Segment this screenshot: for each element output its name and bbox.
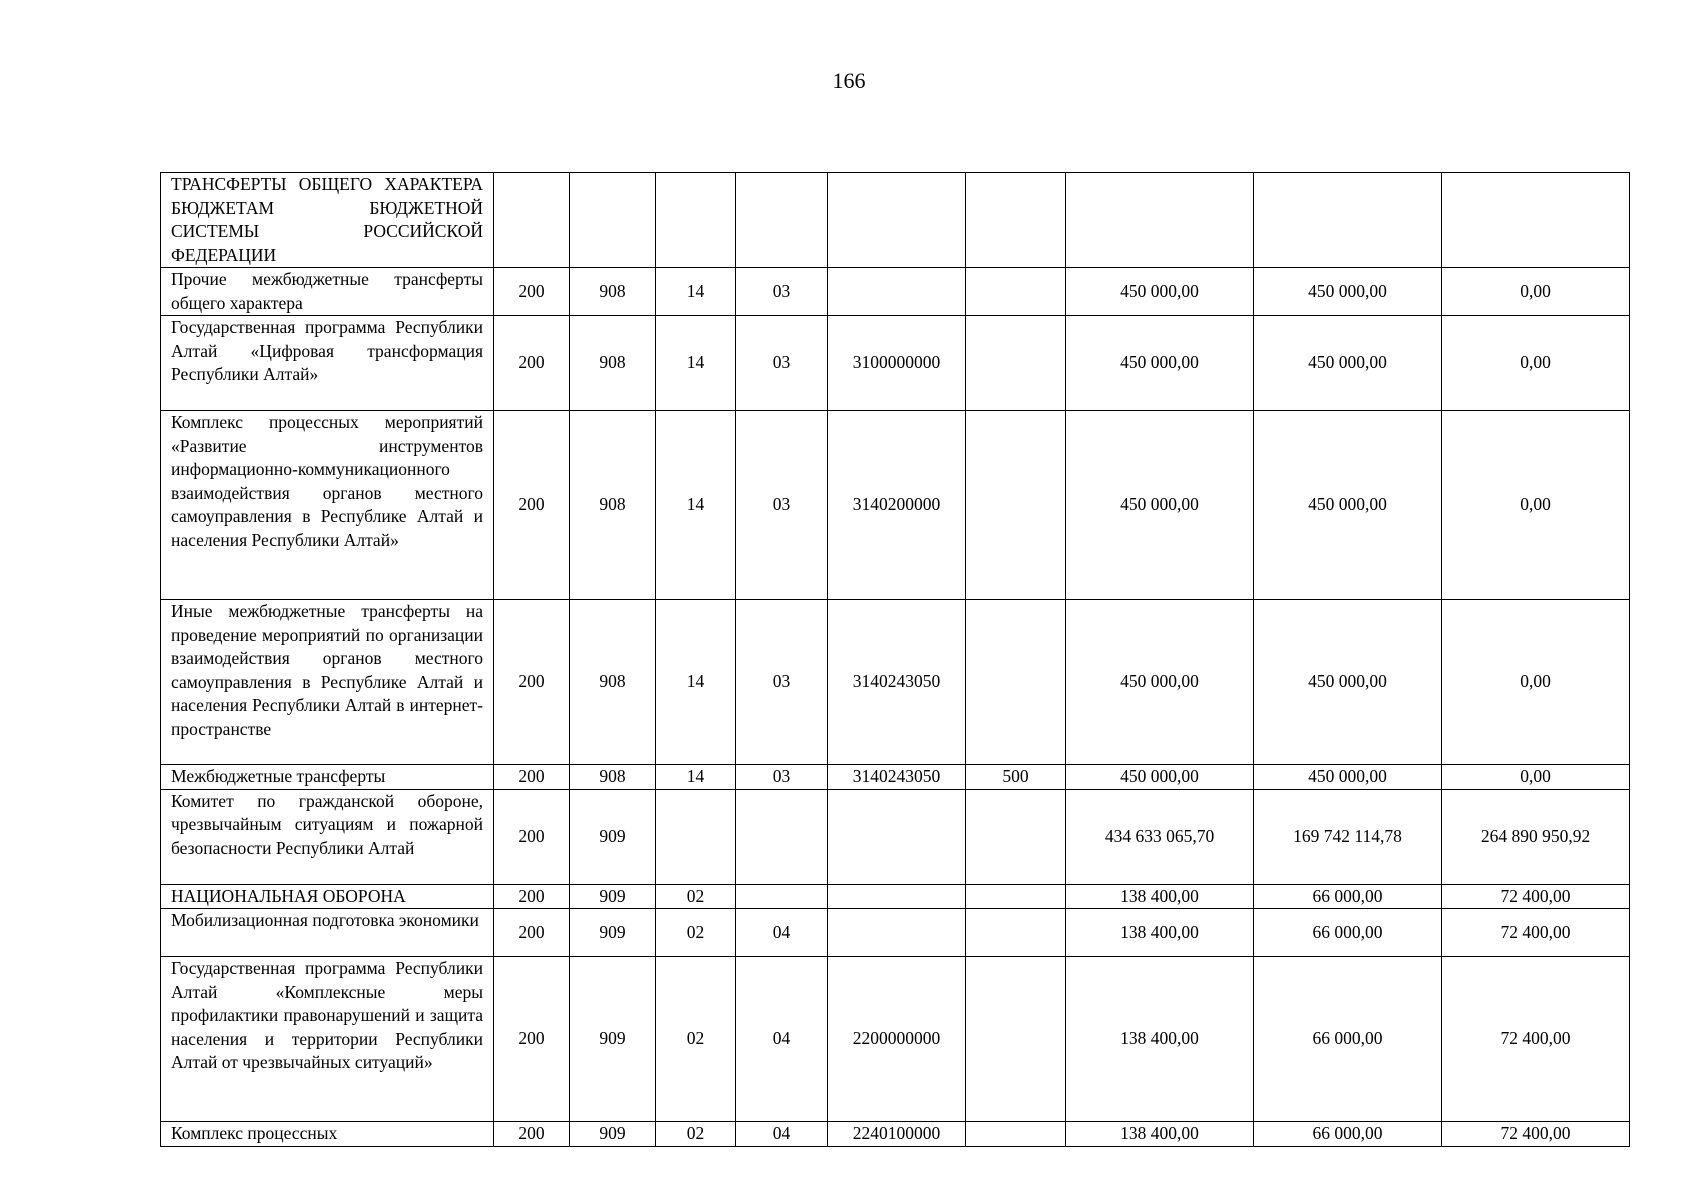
cell-c2: 909 [570, 909, 656, 957]
row-name-cell: Комитет по гражданской обороне, чрезвычайным ситуациям и пожарной безопасности Республики Алтай [161, 789, 494, 884]
cell-v1: 450 000,00 [1066, 600, 1254, 765]
cell-c2: 908 [570, 600, 656, 765]
cell-c5: 3140243050 [828, 600, 966, 765]
cell-c2 [570, 173, 656, 268]
cell-c5 [828, 789, 966, 884]
cell-c6 [966, 909, 1066, 957]
cell-c4: 03 [736, 765, 828, 790]
row-name-cell: Иные межбюджетные трансферты на проведение мероприятий по организации взаимодействия органов местного самоуправления в Республике Алтай и населения Республики Алтай в интернет-пространстве [161, 600, 494, 765]
cell-c1 [494, 173, 570, 268]
budget-table-body [161, 173, 1630, 1147]
cell-c2: 909 [570, 1122, 656, 1147]
table-row [161, 957, 1630, 1122]
cell-c6 [966, 411, 1066, 600]
cell-c3 [656, 173, 736, 268]
row-name-cell: НАЦИОНАЛЬНАЯ ОБОРОНА [161, 884, 494, 909]
row-name-cell: Комплекс процессных мероприятий «Развитие инструментов информационно-коммуникационного взаимодействия органов местного самоуправления в Республике Алтай и населения Республики Алтай» [161, 411, 494, 600]
cell-c2: 909 [570, 789, 656, 884]
table-row [161, 173, 1630, 268]
row-name-cell: Комплекс процессных [161, 1122, 494, 1147]
cell-v3: 72 400,00 [1442, 884, 1630, 909]
cell-c5: 3140243050 [828, 765, 966, 790]
cell-c3: 02 [656, 1122, 736, 1147]
cell-c6 [966, 884, 1066, 909]
table-row [161, 411, 1630, 600]
cell-c3: 14 [656, 600, 736, 765]
cell-v2: 450 000,00 [1254, 411, 1442, 600]
cell-v1: 450 000,00 [1066, 411, 1254, 600]
cell-c3: 14 [656, 316, 736, 411]
cell-v2: 450 000,00 [1254, 316, 1442, 411]
cell-c5: 3100000000 [828, 316, 966, 411]
cell-c6 [966, 173, 1066, 268]
cell-c5 [828, 173, 966, 268]
table-row [161, 884, 1630, 909]
cell-c2: 908 [570, 411, 656, 600]
cell-v2: 450 000,00 [1254, 268, 1442, 316]
cell-c2: 909 [570, 884, 656, 909]
table-row [161, 268, 1630, 316]
cell-c1: 200 [494, 789, 570, 884]
cell-v3: 0,00 [1442, 765, 1630, 790]
table-row [161, 316, 1630, 411]
cell-c1: 200 [494, 600, 570, 765]
cell-c4: 04 [736, 1122, 828, 1147]
cell-c6 [966, 268, 1066, 316]
cell-c1: 200 [494, 909, 570, 957]
cell-v3 [1442, 173, 1630, 268]
cell-c6: 500 [966, 765, 1066, 790]
cell-c4: 03 [736, 268, 828, 316]
cell-v3: 72 400,00 [1442, 957, 1630, 1122]
cell-v2: 66 000,00 [1254, 1122, 1442, 1147]
cell-v2: 169 742 114,78 [1254, 789, 1442, 884]
cell-c6 [966, 316, 1066, 411]
table-row [161, 909, 1630, 957]
cell-c6 [966, 1122, 1066, 1147]
cell-v1: 450 000,00 [1066, 765, 1254, 790]
cell-c4: 04 [736, 957, 828, 1122]
cell-v3: 0,00 [1442, 268, 1630, 316]
cell-c1: 200 [494, 957, 570, 1122]
cell-v3: 0,00 [1442, 600, 1630, 765]
cell-c3 [656, 789, 736, 884]
cell-v3: 0,00 [1442, 411, 1630, 600]
row-name-cell: ТРАНСФЕРТЫ ОБЩЕГО ХАРАКТЕРА БЮДЖЕТАМ БЮДЖЕТНОЙ СИСТЕМЫ РОССИЙСКОЙ ФЕДЕРАЦИИ [161, 173, 494, 268]
cell-c1: 200 [494, 316, 570, 411]
cell-c6 [966, 600, 1066, 765]
cell-v1: 138 400,00 [1066, 884, 1254, 909]
cell-v2 [1254, 173, 1442, 268]
cell-c4: 03 [736, 316, 828, 411]
cell-c2: 908 [570, 316, 656, 411]
cell-c5: 2240100000 [828, 1122, 966, 1147]
row-name-cell: Межбюджетные трансферты [161, 765, 494, 790]
cell-c3: 02 [656, 884, 736, 909]
cell-c3: 02 [656, 909, 736, 957]
row-name-cell: Прочие межбюджетные трансферты общего характера [161, 268, 494, 316]
cell-v2: 450 000,00 [1254, 600, 1442, 765]
cell-v1 [1066, 173, 1254, 268]
cell-c1: 200 [494, 411, 570, 600]
cell-v3: 0,00 [1442, 316, 1630, 411]
cell-v3: 72 400,00 [1442, 1122, 1630, 1147]
cell-v1: 450 000,00 [1066, 316, 1254, 411]
cell-c1: 200 [494, 765, 570, 790]
cell-v1: 138 400,00 [1066, 957, 1254, 1122]
cell-c1: 200 [494, 268, 570, 316]
cell-c4 [736, 789, 828, 884]
cell-c5 [828, 268, 966, 316]
cell-v1: 138 400,00 [1066, 909, 1254, 957]
cell-v2: 66 000,00 [1254, 957, 1442, 1122]
budget-table [160, 172, 1630, 1147]
cell-c3: 14 [656, 765, 736, 790]
table-row [161, 789, 1630, 884]
cell-v1: 450 000,00 [1066, 268, 1254, 316]
cell-v2: 66 000,00 [1254, 909, 1442, 957]
page-number: 166 [832, 68, 866, 93]
cell-c2: 908 [570, 765, 656, 790]
cell-v3: 72 400,00 [1442, 909, 1630, 957]
cell-v1: 434 633 065,70 [1066, 789, 1254, 884]
cell-c5: 2200000000 [828, 957, 966, 1122]
cell-c3: 14 [656, 268, 736, 316]
cell-c3: 02 [656, 957, 736, 1122]
table-row [161, 765, 1630, 790]
cell-c3: 14 [656, 411, 736, 600]
cell-c2: 909 [570, 957, 656, 1122]
cell-v1: 138 400,00 [1066, 1122, 1254, 1147]
cell-c5 [828, 884, 966, 909]
cell-v2: 66 000,00 [1254, 884, 1442, 909]
cell-v3: 264 890 950,92 [1442, 789, 1630, 884]
row-name-cell: Мобилизационная подготовка экономики [161, 909, 494, 957]
cell-c4: 03 [736, 600, 828, 765]
row-name-cell: Государственная программа Республики Алтай «Цифровая трансформация Республики Алтай» [161, 316, 494, 411]
cell-c6 [966, 789, 1066, 884]
cell-c4: 03 [736, 411, 828, 600]
cell-c4 [736, 173, 828, 268]
cell-v2: 450 000,00 [1254, 765, 1442, 790]
cell-c6 [966, 957, 1066, 1122]
row-name-cell: Государственная программа Республики Алтай «Комплексные меры профилактики правонарушений и защита населения и территории Республики Алтай от чрезвычайных ситуаций» [161, 957, 494, 1122]
cell-c2: 908 [570, 268, 656, 316]
cell-c1: 200 [494, 1122, 570, 1147]
cell-c5: 3140200000 [828, 411, 966, 600]
cell-c5 [828, 909, 966, 957]
cell-c4: 04 [736, 909, 828, 957]
table-row [161, 600, 1630, 765]
cell-c1: 200 [494, 884, 570, 909]
table-row [161, 1122, 1630, 1147]
cell-c4 [736, 884, 828, 909]
